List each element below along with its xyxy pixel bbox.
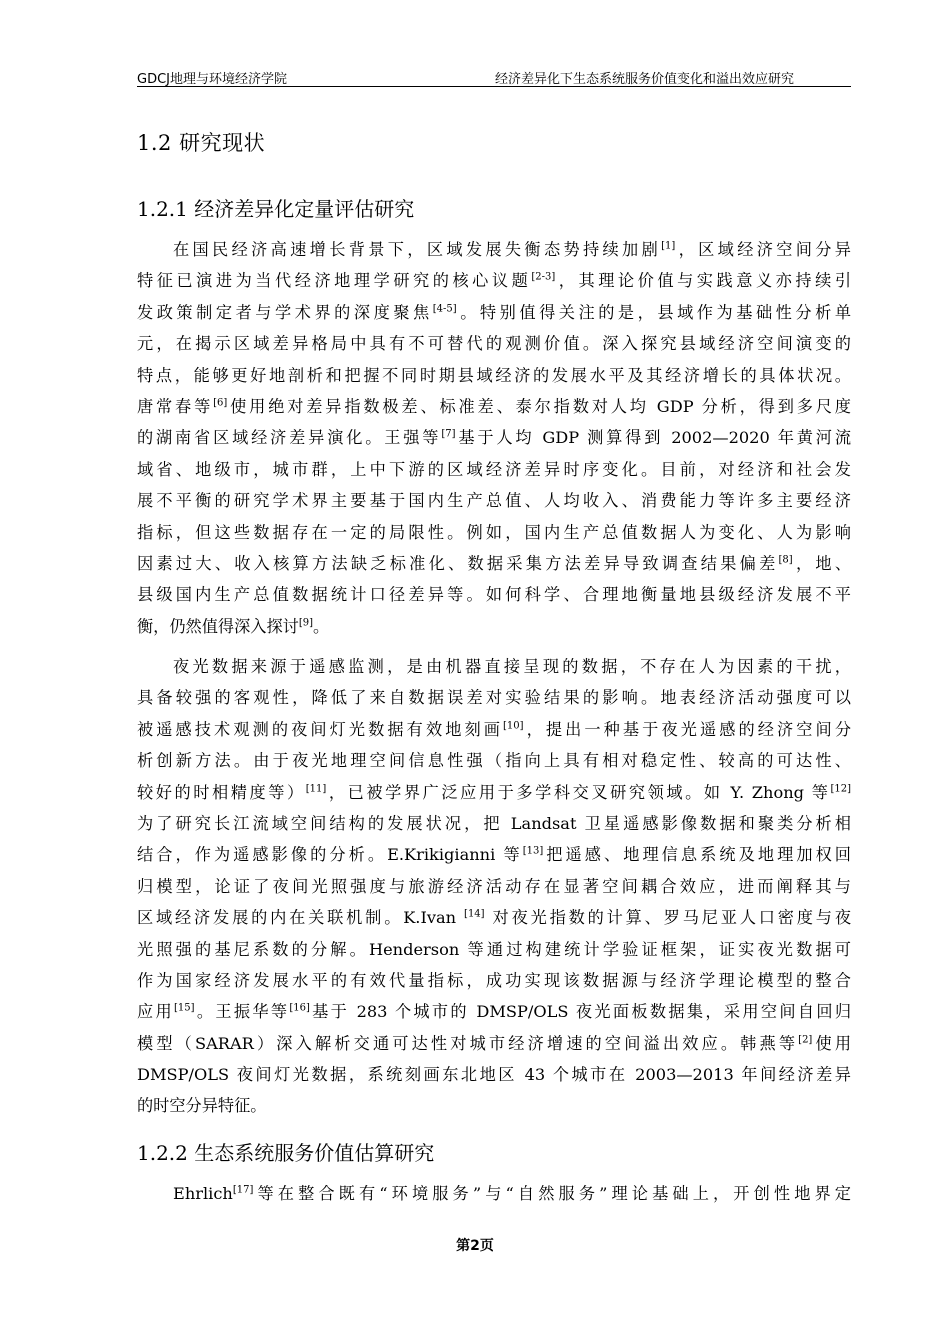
page-number: 第2页 <box>456 1238 494 1254</box>
text-line: 归模型，论证了夜间光照强度与旅游经济活动存在显著空间耦合效应，进而阐释其与 <box>137 876 851 896</box>
header-institution: GDCJ地理与环境经济学院 <box>137 72 287 87</box>
citation-marker: [2] <box>798 1034 813 1046</box>
text-line: 区域经济发展的内在关联机制。K.Ivan [14] 对夜光指数的计算、罗马尼亚人口密度与夜 <box>137 908 851 928</box>
text-line: 夜光数据来源于遥感监测，是由机器直接呈现的数据，不存在人为因素的干扰， <box>173 657 851 676</box>
paragraph-3 <box>137 1178 851 1209</box>
citation-marker: [13] <box>522 845 544 857</box>
text-line: 展不平衡的研究学术界主要基于国内生产总值、人均收入、消费能力等许多主要经济 <box>137 491 851 511</box>
citation-marker: [15] <box>174 1002 195 1014</box>
citation-marker: [8] <box>778 554 793 566</box>
paragraph-1 <box>137 234 851 642</box>
citation-marker: [4-5] <box>432 303 457 315</box>
citation-marker: [12] <box>830 783 851 795</box>
running-header <box>137 66 851 88</box>
citation-marker: [9] <box>298 617 314 629</box>
subsection-title-2: 1.2.2 生态系统服务价值估算研究 <box>137 1141 435 1165</box>
text-line: 唐常春等[6]使用绝对差异指数极差、标准差、泰尔指数对人均 GDP 分析，得到多尺度 <box>137 396 851 416</box>
citation-marker: [11] <box>305 783 327 795</box>
citation-marker: [14] <box>464 908 485 920</box>
text-line: 域省、地级市，城市群，上中下游的区域经济差异时序变化。目前，对经济和社会发 <box>137 459 851 479</box>
text-line: 发政策制定者与学术界的深度聚焦[4-5]。特别值得关注的是，县域作为基础性分析单 <box>137 302 851 322</box>
text-line: 县级国内生产总值数据统计口径差异等。如何科学、合理地衡量地县级经济发展不平 <box>137 585 851 605</box>
text-line: 的时空分异特征。 <box>137 1096 267 1116</box>
text-line: 因素过大、收入核算方法缺乏标准化、数据采集方法差异导致调查结果偏差[8]，地、 <box>137 553 851 573</box>
text-line: 光照强的基尼系数的分解。Henderson 等通过构建统计学验证框架，证实夜光数据可 <box>137 939 851 959</box>
text-line: 结合，作为遥感影像的分析。E.Krikigianni 等[13]把遥感、地理信息系统及地理加权回 <box>137 845 851 865</box>
text-line: 特征已演进为当代经济地理学研究的核心议题[2-3]，其理论价值与实践意义亦持续引 <box>137 271 851 291</box>
text-line: 具备较强的客观性，降低了来自数据误差对实验结果的影响。地表经济活动强度可以 <box>137 688 851 708</box>
text-line: 被遥感技术观测的夜间灯光数据有效地刻画[10]，提出一种基于夜光遥感的经济空间分 <box>137 719 851 739</box>
text-line: DMSP/OLS 夜间灯光数据，系统刻画东北地区 43 个城市在 2003—2013 年间经济差异 <box>137 1065 851 1085</box>
citation-marker: [10] <box>503 720 524 732</box>
text-line: 为了研究长江流域空间结构的发展状况，把 Landsat 卫星遥感影像数据和聚类分析相 <box>137 813 851 833</box>
header-rule <box>137 86 851 87</box>
header-thesis-title: 经济差异化下生态系统服务价值变化和溢出效应研究 <box>494 72 794 87</box>
subsection-title-1: 1.2.1 经济差异化定量评估研究 <box>137 197 415 221</box>
citation-marker: [6] <box>213 397 228 409</box>
text-line: 衡，仍然值得深入探讨[9]。 <box>137 616 330 636</box>
paragraph-2 <box>137 651 851 1122</box>
text-line: 应用[15]。王振华等[16]基于 283 个城市的 DMSP/OLS 夜光面板数据集，采用空间自回归 <box>137 1002 851 1022</box>
text-line: 较好的时相精度等）[11]，已被学界广泛应用于多学科交叉研究领域。如 Y. Zhong 等[12] <box>137 782 851 802</box>
text-line: Ehrlich[17]等在整合既有“环境服务”与“自然服务”理论基础上，开创性地界定 <box>173 1184 851 1203</box>
citation-marker: [2-3] <box>531 272 556 283</box>
text-line: 的湖南省区域经济差异演化。王强等[7]基于人均 GDP 测算得到 2002—2020 年黄河流 <box>137 428 851 448</box>
citation-marker: [1] <box>661 240 676 252</box>
text-line: 指标，但这些数据存在一定的局限性。例如，国内生产总值数据人为变化、人为影响 <box>137 522 851 542</box>
text-line: 析创新方法。由于夜光地理空间信息性强（指向上具有相对稳定性、较高的可达性、 <box>137 751 851 771</box>
citation-marker: [16] <box>289 1002 310 1014</box>
section-title: 1.2 研究现状 <box>137 131 266 155</box>
text-line: 作为国家经济发展水平的有效代量指标，成功实现该数据源与经济学理论模型的整合 <box>137 970 851 990</box>
text-line: 在国民经济高速增长背景下，区域发展失衡态势持续加剧[1]，区域经济空间分异 <box>173 240 851 259</box>
citation-marker: [7] <box>441 428 456 440</box>
text-line: 元，在揭示区域差异格局中具有不可替代的观测价值。深入探究县域经济空间演变的 <box>137 334 851 354</box>
citation-marker: [17] <box>232 1184 254 1196</box>
text-line: 特点，能够更好地剖析和把握不同时期县域经济的发展水平及其经济增长的具体状况。 <box>137 365 851 385</box>
text-line: 模型（SARAR）深入解析交通可达性对城市经济增速的空间溢出效应。韩燕等[2]使用 <box>137 1033 851 1053</box>
